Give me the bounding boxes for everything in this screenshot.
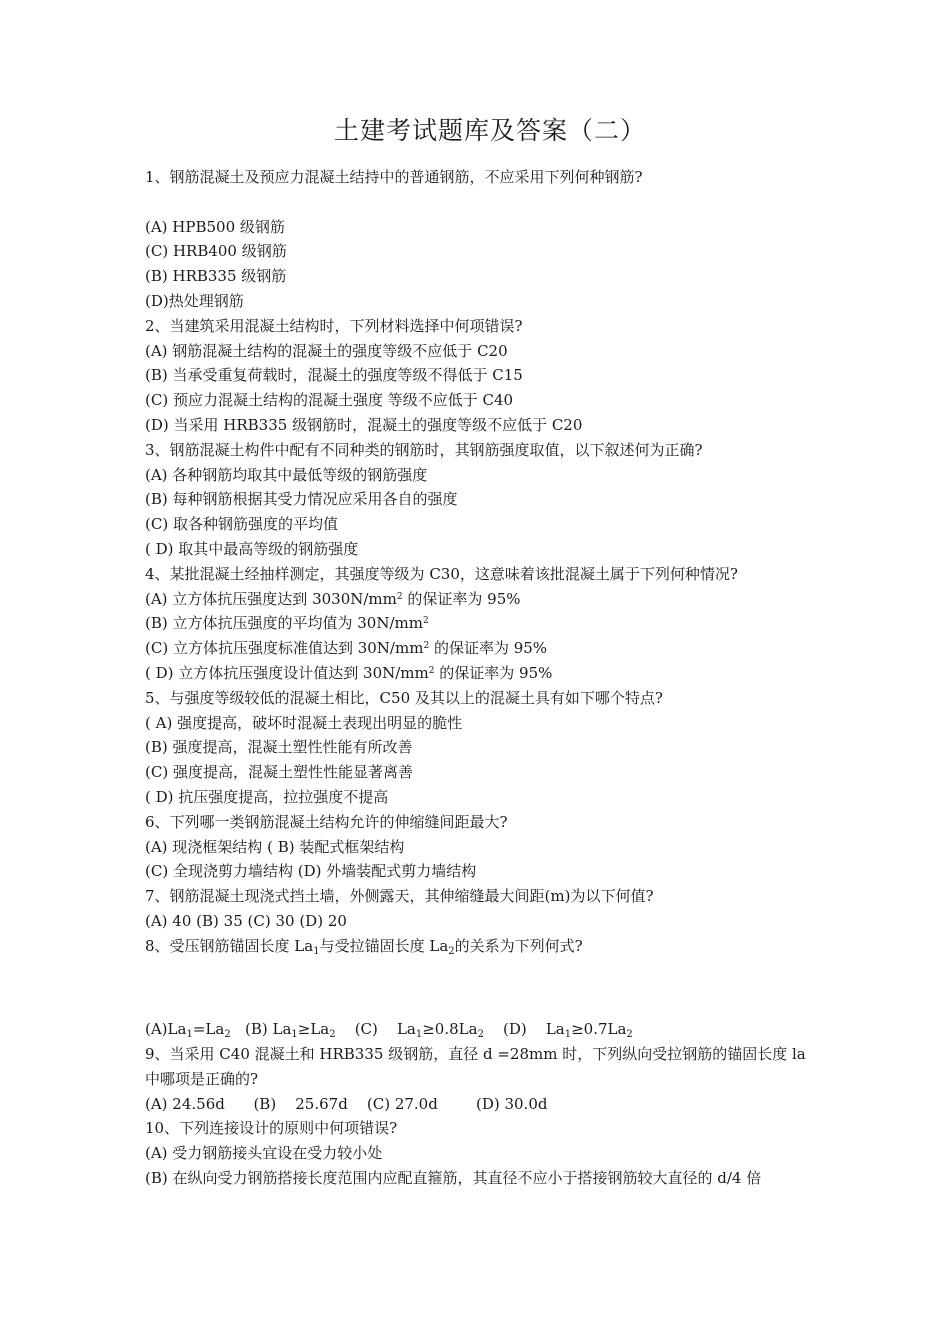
stem-text: 8、受压钢筋锚固长度 La [145,936,314,955]
superscript: 2 [428,665,435,676]
option-text: (B) La [230,1020,292,1039]
option-text: ≥0.8La [422,1020,478,1039]
question-3-option-a: (A) 各种钢筋均取其中最低等级的钢筋强度 [145,465,428,484]
question-7-options: (A) 40 (B) 35 (C) 30 (D) 20 [145,911,347,930]
option-text: (C) La [335,1020,416,1039]
question-2-option-a: (A) 钢筋混凝土结构的混凝土的强度等级不应低于 C20 [145,341,508,360]
subscript: 2 [448,945,455,957]
superscript: 2 [396,591,403,602]
option-text: (B) 立方体抗压强度的平均值为 30N/mm [145,614,423,633]
question-6-options-ab: (A) 现浇框架结构 ( B) 装配式框架结构 [145,837,405,856]
subscript: 1 [186,1029,193,1041]
question-2-option-b: (B) 当承受重复荷载时，混凝土的强度等级不得低于 C15 [145,366,523,385]
question-6-stem: 6、下列哪一类钢筋混凝土结构允许的伸缩缝间距最大? [145,812,508,831]
question-1-option-c: (C) HRB400 级钢筋 [145,242,287,261]
question-5-option-d: ( D) 抗压强度提高，拉拉强度不提高 [145,787,389,806]
subscript: 2 [329,1029,336,1041]
question-8-stem [145,934,810,959]
question-2-option-d: (D) 当采用 HRB335 级钢筋时，混凝土的强度等级不应低于 C20 [145,415,583,434]
question-3-option-c: (C) 取各种钢筋强度的平均值 [145,515,338,534]
superscript: 2 [423,641,430,652]
subscript: 2 [477,1029,484,1041]
question-3-option-d: ( D) 取其中最高等级的钢筋强度 [145,539,359,558]
question-5-stem: 5、与强度等级较低的混凝土相比，C50 及其以上的混凝土具有如下哪个特点? [145,688,663,707]
option-text: =La [192,1020,225,1039]
question-1-stem: 1、钢筋混凝土及预应力混凝土结持中的普通钢筋，不应采用下列何种钢筋? [145,168,643,186]
question-list [145,165,810,1191]
question-4-option-d [145,661,810,686]
question-1-option-a: (A) HPB500 级钢筋 [145,217,285,236]
question-1-option-b: (B) HRB335 级钢筋 [145,267,287,286]
option-text: (A) 立方体抗压强度达到 3030N/mm [145,589,397,608]
question-6-options-cd: (C) 全现浇剪力墙结构 (D) 外墙装配式剪力墙结构 [145,862,477,881]
page-title: 土建考试题库及答案（二） [333,116,646,145]
question-4-stem: 4、某批混凝土经抽样测定，其强度等级为 C30，这意味着该批混凝土属于下列何种情况? [145,564,738,583]
option-text: ( D) 立方体抗压强度设计值达到 30N/mm [145,663,429,682]
question-1-option-d: (D)热处理钢筋 [145,291,244,310]
question-2-stem: 2、当建筑采用混凝土结构时，下列材料选择中何项错误? [145,316,523,335]
question-10-option-a: (A) 受力钢筋接头宜设在受力较小处 [145,1144,383,1163]
stem-text: 的关系为下列何式? [454,936,583,955]
superscript: 2 [422,616,429,627]
question-10-stem: 10、下列连接设计的原则中何项错误? [145,1119,398,1138]
option-text: 的保证率为 95% [434,663,553,682]
blank-line [145,983,810,1017]
stem-text: 与受拉锚固长度 La [319,936,449,955]
question-9-stem: 9、当采用 C40 混凝土和 HRB335 级钢筋，直径 d =28mm 时，下列纵向受拉钢筋的锚固长度 la 中哪项是正确的? [145,1045,806,1088]
subscript: 2 [224,1029,231,1041]
question-10-option-b: (B) 在纵向受力钢筋搭接长度范围内应配直箍筋，其直径不应小于搭接钢筋较大直径的 d/4 倍 [145,1169,762,1188]
question-2-option-c: (C) 预应力混凝土结构的混凝土强度 等级不应低于 C40 [145,391,514,410]
question-5-option-b: (B) 强度提高，混凝土塑性性能有所改善 [145,738,413,757]
question-4-option-b [145,611,810,636]
option-text: (D) La [483,1020,565,1039]
question-4-option-a [145,587,810,612]
option-text: (A)La [145,1020,187,1039]
question-8-options [145,1017,810,1042]
subscript: 2 [626,1029,633,1041]
option-text: 的保证率为 95% [429,639,548,658]
subscript: 1 [415,1029,423,1041]
option-text: (C) 立方体抗压强度标准值达到 30N/mm [145,639,424,658]
option-text: ≥La [297,1020,330,1039]
option-text: ≥0.7La [571,1020,627,1039]
question-4-option-c [145,636,810,661]
question-5-option-c: (C) 强度提高，混凝土塑性性能显著离善 [145,763,413,782]
question-3-option-b: (B) 每种钢筋根据其受力情况应采用各自的强度 [145,490,458,509]
question-7-stem: 7、钢筋混凝土现浇式挡土墙，外侧露天，其伸缩缝最大间距(m)为以下何值? [145,887,654,906]
subscript: 1 [564,1029,572,1041]
blank-line [145,190,810,215]
subscript: 1 [291,1029,298,1041]
question-3-stem: 3、钢筋混凝土构件中配有不同种类的钢筋时，其钢筋强度取值，以下叙述何为正确? [145,440,703,459]
option-text: 的保证率为 95% [402,589,521,608]
question-9-options: (A) 24.56d (B) 25.67d (C) 27.0d (D) 30.0d [145,1094,548,1113]
subscript: 1 [313,945,320,957]
question-5-option-a: ( A) 强度提高，破坏时混凝土表现出明显的脆性 [145,713,463,732]
blank-line [145,959,810,984]
